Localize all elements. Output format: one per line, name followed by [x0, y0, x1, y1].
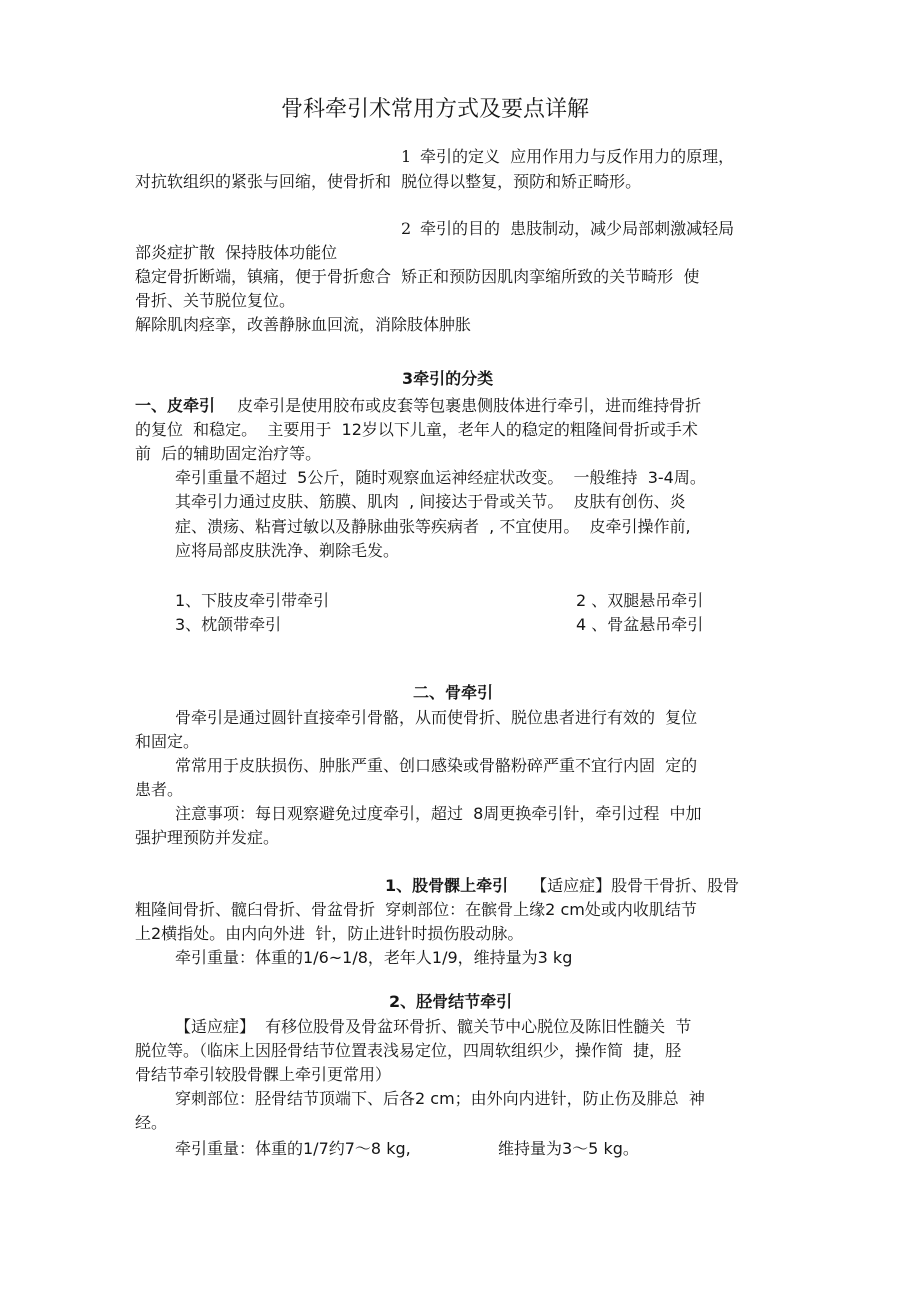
- section-2-number: 2: [401, 219, 412, 238]
- page-title: 骨科牵引术常用方式及要点详解: [281, 97, 590, 122]
- skin-traction-label: 一、皮牵引: [135, 396, 216, 415]
- tibia-traction-line-2: 脱位等。（临床上因胫骨结节位置表浅易定位，四周软组织少，操作简 捷，胫: [135, 1041, 682, 1060]
- skin-traction-line-3: 前 后的辅助固定治疗等。: [135, 444, 322, 463]
- tibia-traction-line-1: 【适应症】 有移位股骨及骨盆环骨折、髋关节中心脱位及陈旧性髓关 节: [175, 1017, 692, 1036]
- section-2-heading: 牵引的目的 患肢制动，减少局部刺激减轻局: [420, 219, 735, 238]
- section-2-line-3: 稳定骨折断端，镇痛，便于骨折愈合 矫正和预防因肌肉挛缩所致的关节畸形 使: [135, 267, 700, 286]
- tibia-traction-heading: 2、胫骨结节牵引: [389, 992, 513, 1011]
- bone-traction-p1-line-2: 和固定。: [135, 732, 200, 751]
- tibia-traction-line-5: 经。: [135, 1113, 168, 1132]
- bone-traction-p2-line-1: 常常用于皮肤损伤、肿胀严重、创口感染或骨骼粉碎严重不宜行内固 定的: [175, 756, 698, 775]
- bone-traction-heading: 二、骨牵引: [413, 683, 494, 702]
- section-2-line-5: 解除肌肉痉挛，改善静脉血回流，消除肢体肿胀: [135, 315, 472, 334]
- bone-traction-p1-line-1: 骨牵引是通过圆针直接牵引骨骼，从而使骨折、脱位患者进行有效的 复位: [175, 708, 698, 727]
- femur-traction-line-4: 牵引重量：体重的1/6~1/8，老年人1/9，维持量为3 kg: [175, 948, 573, 967]
- section-3-heading: 3牵引的分类: [402, 369, 494, 388]
- skin-traction-line-7: 应将局部皮肤洗净、剃除毛发。: [175, 541, 400, 560]
- section-1-line-2: 对抗软组织的紧张与回缩，使骨折和 脱位得以整复，预防和矫正畸形。: [135, 172, 642, 191]
- femur-traction-line-3: 上2横指处。由内向外进 针，防止进针时损伤股动脉。: [135, 924, 524, 943]
- traction-type-4: 4 、骨盆悬吊牵引: [576, 615, 704, 634]
- bone-traction-p2-line-2: 患者。: [135, 780, 184, 799]
- bone-traction-p3-line-2: 强护理预防并发症。: [135, 828, 280, 847]
- femur-traction-label: 1、股骨髁上牵引: [385, 876, 509, 895]
- skin-traction-line-1: 皮牵引是使用胶布或皮套等包裹患侧肢体进行牵引，进而维持骨折: [227, 396, 702, 415]
- skin-traction-line-2: 的复位 和稳定。 主要用于 12岁以下儿童，老年人的稳定的粗隆间骨折或手术: [135, 420, 698, 439]
- tibia-traction-line-6a: 牵引重量：体重的1/7约7〜8 kg,: [175, 1139, 411, 1158]
- femur-traction-line-2: 粗隆间骨折、髋臼骨折、骨盆骨折 穿刺部位：在髌骨上缘2 cm处或内收肌结节: [135, 900, 697, 919]
- section-2-line-2: 部炎症扩散 保持肢体功能位: [135, 243, 338, 262]
- skin-traction-line-4: 牵引重量不超过 5公斤，随时观察血运神经症状改变。 一般维持 3-4周。: [175, 468, 706, 487]
- tibia-traction-line-3: 骨结节牵引较股骨髁上牵引更常用）: [135, 1065, 392, 1084]
- tibia-traction-line-6b: 维持量为3〜5 kg。: [498, 1139, 639, 1158]
- skin-traction-line-6: 症、溃疡、粘膏过敏以及静脉曲张等疾病者 , 不宜使用。 皮牵引操作前,: [175, 517, 691, 536]
- section-1-number: 1: [401, 147, 412, 166]
- section-2-line-4: 骨折、关节脱位复位。: [135, 291, 296, 310]
- bone-traction-p3-line-1: 注意事项：每日观察避免过度牵引，超过 8周更换牵引针，牵引过程 中加: [175, 804, 702, 823]
- traction-type-1: 1、下肢皮牵引带牵引: [175, 591, 330, 610]
- femur-traction-line-1: 【适应症】股骨干骨折、股骨: [521, 876, 740, 895]
- skin-traction-line-5: 其牵引力通过皮肤、筋膜、肌肉 , 间接达于骨或关节。 皮肤有创伤、炎: [175, 492, 686, 511]
- section-1-heading: 牵引的定义 应用作用力与反作用力的原理，: [420, 147, 735, 166]
- traction-type-2: 2 、双腿悬吊牵引: [576, 591, 704, 610]
- traction-type-3: 3、枕颌带牵引: [175, 615, 282, 634]
- tibia-traction-line-4: 穿刺部位：胫骨结节顶端下、后各2 cm；由外向内进针，防止伤及腓总 神: [175, 1089, 705, 1108]
